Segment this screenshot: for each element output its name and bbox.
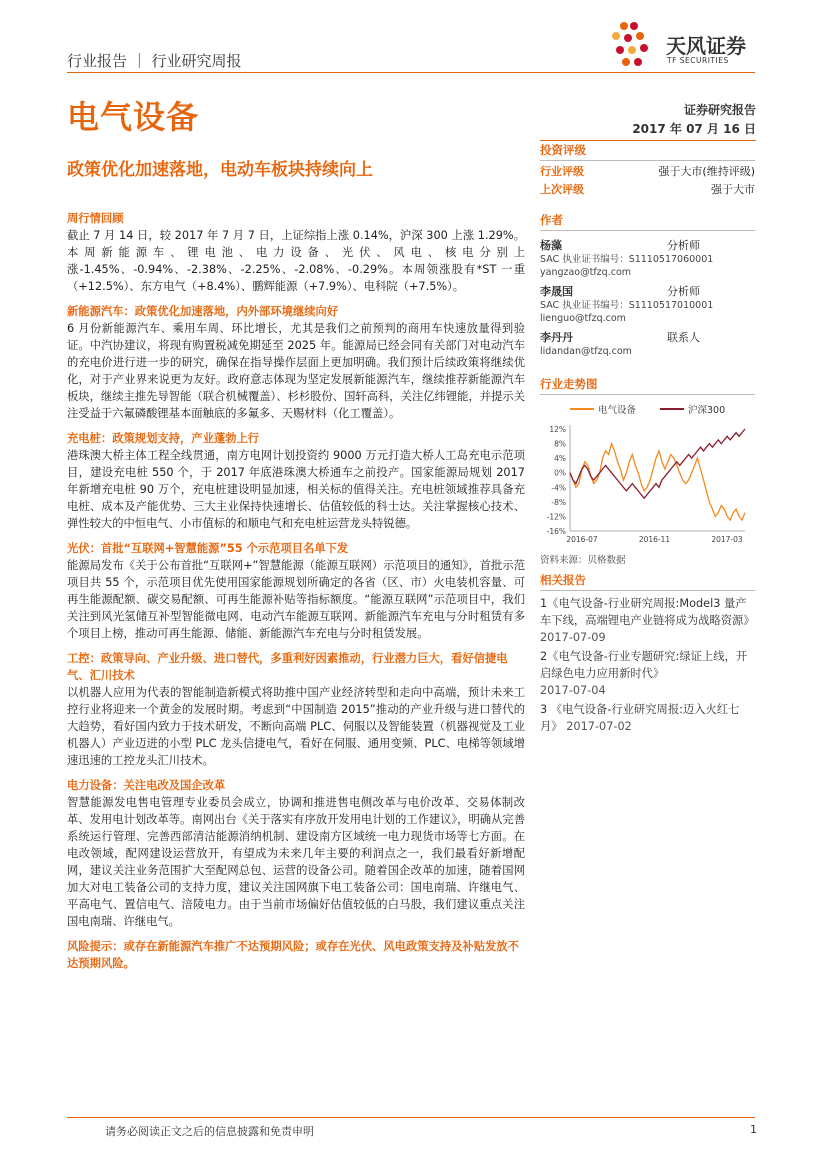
section-body: 6 月份新能源汽车、乘用车周、环比增长，尤其是我们之前预判的商用车快速放量得到验证。中汽协建议，将现有购置税减免期延至 2025 年。能源局已经会同有关部门对电动汽车的充电价进行进一步的研究，确保在指导操作层面上更加明确。我们预计后续政策将继续优化，对于产业界来说更为友好。政府意志体现为坚定发展新能源汽车，继续推荐新能源汽车板块，继续主推先导智能（联合机械覆盖）、杉杉股份、国轩高科，关注亿纬锂能，并提示关注受益于六氟磷酸锂基本面触底的多氟多、天赐材料（化工覆盖）。 [67,322,525,420]
y-tick-label: 0% [554,468,566,478]
author-entry [540,283,755,325]
author-cert: SAC 执业证书编号：S1110517010001 [540,300,714,311]
rating-value: 强于大市(维持评级) [658,165,755,178]
sidebar-top-rule [540,140,756,141]
section-title: 电力设备：关注电改及国企改革 [67,779,226,792]
chart-source: 资料来源：贝格数据 [540,555,626,566]
divider [540,160,755,161]
trend-block [540,376,755,567]
section-body: 以机器人应用为代表的智能制造新模式将助推中国产业经济转型和走向中高端，预计未来工控行业将迎来一个黄金的发展时期。考虑到“中国制造 2015”推动的产业升级与进口替代的大趋势，看好国内致力于技术研发，不断向高端 PLC、伺服以及智能装置（机器视觉及工业机器人）产业迈进的小型 PLC 龙头信捷电气，看好在伺服、通用变频、PLC、电梯等领域增速迅速的工控龙头汇川技术。 [67,686,525,767]
risk-warning: 风险提示：或存在新能源汽车推广不达预期风险；或存在光伏、风电政策支持及补贴发放不达预期风险。 [67,940,519,970]
series-line [570,429,745,498]
section-body: 智慧能源发电售电管理专业委员会成立，协调和推进售电侧改革与电价改革、交易体制改革、发用电计划改革等。南网出台《关于落实有序放开发用电计划的工作建议》，明确从完善系统运行管理、完善西部清洁能源消纳机制、建设南方区域统一电力现货市场等七方面。在电改领域，配网建设运营放开，有望成为未来几年主要的利润点之一，我们最看好新增配网，建议关注业务范围扩大至配网总包、运营的设备公司。随着国企改革的加速，随着国网加大对电工装备公司的支持力度，建议关注国网旗下电工装备公司：国电南瑞、许继电气、平高电气、置信电气、涪陵电力。由于当前市场偏好估值较低的白马股，我们建议重点关注国电南瑞、许继电气。 [67,796,525,928]
y-tick-label: -16% [546,527,566,536]
y-tick-label: -4% [551,483,566,493]
related-item[interactable] [540,701,755,735]
rating-block [540,142,755,199]
section-title: 光伏：首批“互联网+智慧能源”55 个示范项目名单下发 [67,542,349,555]
section-body: 港珠澳大桥主体工程全线贯通，南方电网计划投资约 9000 万元打造大桥人工岛充电示范项目，建设充电桩 550 个，于 2017 年底港珠澳大桥通车之前投产。国家能源局规划 2017 年新增充电桩 90 万个，充电桩建设明显加速，相关标的值得关注。充电桩领域推荐具备充电桩、成本及产能优势、三大主业保持快速增长、估值较低的科士达。关注掌握核心技术、弹性较大的中恒电气、小市值标的和顺电气和充电桩运营龙头特锐德。 [67,449,525,530]
divider [540,590,755,591]
author-role: 联系人 [667,331,700,344]
report-type: 行业报告 ｜ 行业研究周报 [67,52,242,70]
divider [540,394,755,395]
section-nev [67,303,525,422]
rating-label: 行业评级 [540,165,584,178]
author-role: 分析师 [667,239,700,252]
series-line [570,444,745,520]
section-charging [67,430,525,532]
trend-chart [540,399,755,549]
section-title: 新能源汽车：政策优化加速落地，内外部环境继续向好 [67,305,339,318]
legend-label: 沪深300 [688,405,726,416]
y-tick-label: -12% [546,512,566,522]
y-tick-label: 12% [549,425,566,434]
related-item-date: 2017-07-04 [540,684,606,697]
rating-title: 投资评级 [540,143,586,157]
x-tick-label: 2016-11 [638,535,671,544]
rating-value: 强于大市 [711,183,755,196]
page-number: 1 [750,1123,757,1136]
author-role: 分析师 [667,285,700,298]
related-item[interactable] [540,595,755,646]
main-content [67,210,525,972]
related-item-text[interactable]: 1《电气设备-行业研究周报:Model3 量产车下线，高端锂电产业链将成为战略资源》 [540,597,755,627]
related-item-date: 2017-07-02 [566,720,632,733]
section-automation [67,650,525,769]
section-weekly [67,210,525,295]
logo-name-cn: 天风证券 [666,34,746,58]
author-name: 杨藻 [540,239,562,252]
author-cert: SAC 执业证书编号：S1110517060001 [540,254,714,265]
related-item-text[interactable]: 2《电气设备-行业专题研究:绿证上线，开启绿色电力应用新时代》 [540,650,748,680]
y-tick-label: 8% [554,439,566,449]
x-tick-label: 2016-07 [566,535,598,544]
logo-mark-icon [610,20,660,70]
related-block [540,572,755,735]
header-rule [67,72,755,73]
related-item-date: 2017-07-09 [540,631,606,644]
author-name: 李晟国 [540,285,573,298]
author-email[interactable]: lienguo@tfzq.com [540,313,626,324]
related-item[interactable] [540,648,755,699]
author-email[interactable]: lidandan@tfzq.com [540,346,632,357]
logo-name-en: TF SECURITIES [667,56,729,65]
section-power-equipment [67,777,525,930]
section-title: 周行情回顾 [67,212,124,225]
sector-title: 电气设备 [67,98,200,136]
author-entry [540,237,755,279]
related-title: 相关报告 [540,573,586,587]
report-headline: 政策优化加速落地，电动车板块持续向上 [67,160,373,180]
footer-rule [67,1117,755,1118]
legend-label: 电气设备 [598,405,637,416]
company-logo [610,20,760,72]
rating-row-last [540,181,755,199]
y-tick-label: -8% [551,497,566,507]
section-title: 工控：政策导向、产业升级、进口替代，多重利好因素推动，行业潜力巨大，看好信捷电气、汇川技术 [67,652,508,682]
divider [540,230,755,231]
rating-row-industry [540,163,755,181]
author-name: 李丹丹 [540,331,573,344]
y-tick-label: 4% [554,454,566,464]
section-pv [67,540,525,642]
trend-title: 行业走势图 [540,377,598,391]
author-email[interactable]: yangzao@tfzq.com [540,267,632,278]
related-item-text[interactable]: 3 《电气设备-行业研究周报:迈入火红七月》 [540,703,740,733]
author-entry [540,329,755,358]
x-tick-label: 2017-03 [711,535,743,544]
section-body: 能源局发布《关于公布首批“互联网+”智慧能源（能源互联网）示范项目的通知》，首批示范项目共 55 个，示范项目优先使用国家能源规划所确定的各省（区、市）火电装机容量、可再生能源配额、碳交易配额、可再生能源补贴等指标额度。“能源互联网”示范项目中，我们关注到风光氢储互补型智能微电网、电动汽车能源互联网、新能源汽车充电与分时租赁有多个项目上榜，推动可再生能源、储能、新能源汽车充电与分时租赁发展。 [67,559,525,640]
doc-kind: 证券研究报告 [683,103,756,117]
rating-label: 上次评级 [540,183,584,196]
authors-title: 作者 [540,213,563,227]
report-date: 2017 年 07 月 16 日 [632,122,756,136]
section-body: 截止 7 月 14 日，较 2017 年 7 月 7 日，上证综指上涨 0.14%，沪深 300 上涨 1.29%。本周新能源车、锂电池、电力设备、光伏、风电、核电分别上涨-1.45%、-0.94%、-2.38%、-2.25%、-2.08%、-0.29%。本周领涨股有*ST 一重（+12.5%）、东方电气（+8.4%）、鹏辉能源（+7.9%）、电科院（+7.5%）。 [67,229,525,293]
section-title: 充电桩：政策规划支持，产业蓬勃上行 [67,432,260,445]
authors-block [540,212,755,358]
footer-disclaimer: 请务必阅读正文之后的信息披露和免责申明 [105,1125,314,1138]
